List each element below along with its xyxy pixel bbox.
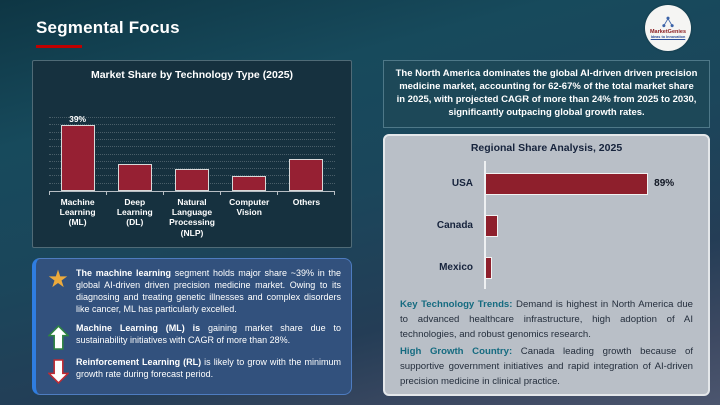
category-label: Deep Learning (DL) <box>116 197 153 228</box>
insights-panel <box>32 258 352 395</box>
category-label: Others <box>292 197 321 207</box>
axis-tick <box>220 192 277 195</box>
axis-tick <box>106 192 163 195</box>
tech-chart-bars <box>49 94 335 191</box>
arrow-down-icon <box>40 357 76 384</box>
bar <box>118 164 152 191</box>
headline-box <box>383 60 710 128</box>
note-paragraph: High Growth Country: Canada leading growth because of supportive government initiatives and rapid integration of AI-driven precision medicine in clinical practice. <box>400 346 693 388</box>
bar <box>232 176 266 191</box>
bar-value-label: 39% <box>69 114 87 125</box>
axis-tick <box>277 192 334 195</box>
bar <box>175 169 209 191</box>
category-label: Computer Vision <box>229 197 270 218</box>
bar <box>485 215 498 237</box>
insight-text: Machine Learning (ML) is gaining market share due to sustainability initiatives with CAGR of more than 28%. <box>76 322 341 345</box>
note-lead: Key Technology Trends: <box>400 298 513 310</box>
regional-chart-rows <box>395 163 694 289</box>
regional-row <box>395 205 694 247</box>
bar <box>61 125 95 191</box>
bar-column <box>163 94 220 191</box>
bar <box>485 257 492 279</box>
tech-share-chart-panel <box>32 60 352 248</box>
tech-chart-plot <box>49 94 335 191</box>
left-column <box>32 60 352 395</box>
regional-category-label: USA <box>451 178 473 190</box>
regional-category-label: Canada <box>436 220 473 232</box>
page-title: Segmental Focus <box>36 18 180 37</box>
regional-chart-plot <box>395 163 694 289</box>
regional-bar-track <box>485 215 694 237</box>
insight-text: Reinforcement Learning (RL) is likely to grow with the minimum growth rate during forecast period. <box>76 356 341 379</box>
insight-text: The machine learning segment holds major share ~39% in the global AI-driven driven precision medicine market. Owing to its diagnosing and treating genetic illnesses and complex disorders like cancer, ML has particularly excelled. <box>76 268 341 314</box>
insight-row <box>40 323 341 350</box>
note-lead: High Growth Country: <box>400 346 513 358</box>
bar-column <box>221 94 278 191</box>
note-paragraph: Key Technology Trends: Demand is highest in North America due to advanced healthcare infrastructure, high adoption of AI technologies, and robust genomics research. <box>400 298 694 340</box>
star-icon: ★ <box>47 266 69 293</box>
insight-row <box>40 268 341 316</box>
axis-tick <box>163 192 220 195</box>
tech-chart-axis-ticks <box>49 192 335 195</box>
logo-tagline-text: Ideas to Innovation <box>650 35 686 40</box>
insight-rows <box>40 268 341 384</box>
regional-panel <box>383 134 710 396</box>
bar-column <box>106 94 163 191</box>
regional-bar-track <box>485 257 694 279</box>
bar-column <box>49 94 106 191</box>
bar <box>289 159 323 191</box>
bar-column <box>278 94 335 191</box>
tech-chart-category-labels <box>49 197 335 238</box>
regional-row <box>395 163 694 205</box>
regional-chart-axis <box>484 161 486 289</box>
tech-chart-title: Market Share by Technology Type (2025) <box>90 69 294 81</box>
axis-tick <box>49 192 106 195</box>
logo-brand-text: MarketGenies <box>649 29 687 36</box>
headline-text: The North America dominates the global AI-driven driven precision medicine market, accounting for 62-67% of the total market share in 2025, with projected CAGR of more than 24% from 2025 to 2030, significantly outpacing global growth rates. <box>395 68 698 118</box>
regional-category-label: Mexico <box>439 262 473 274</box>
regional-bar-track <box>485 173 694 195</box>
regional-chart-title: Regional Share Analysis, 2025 <box>470 141 623 154</box>
brand-logo <box>645 5 691 51</box>
bar-value-label: 89% <box>654 178 675 190</box>
regional-notes <box>385 289 708 390</box>
right-column <box>383 60 710 396</box>
category-label: Machine Learning (ML) <box>59 197 96 228</box>
regional-row <box>395 247 694 289</box>
title-underline <box>36 45 82 48</box>
category-label: Natural Language Processing (NLP) <box>169 197 215 238</box>
arrow-up-icon <box>40 323 76 350</box>
insight-row <box>40 357 341 384</box>
logo-network-icon <box>661 16 675 29</box>
bar <box>485 173 648 195</box>
